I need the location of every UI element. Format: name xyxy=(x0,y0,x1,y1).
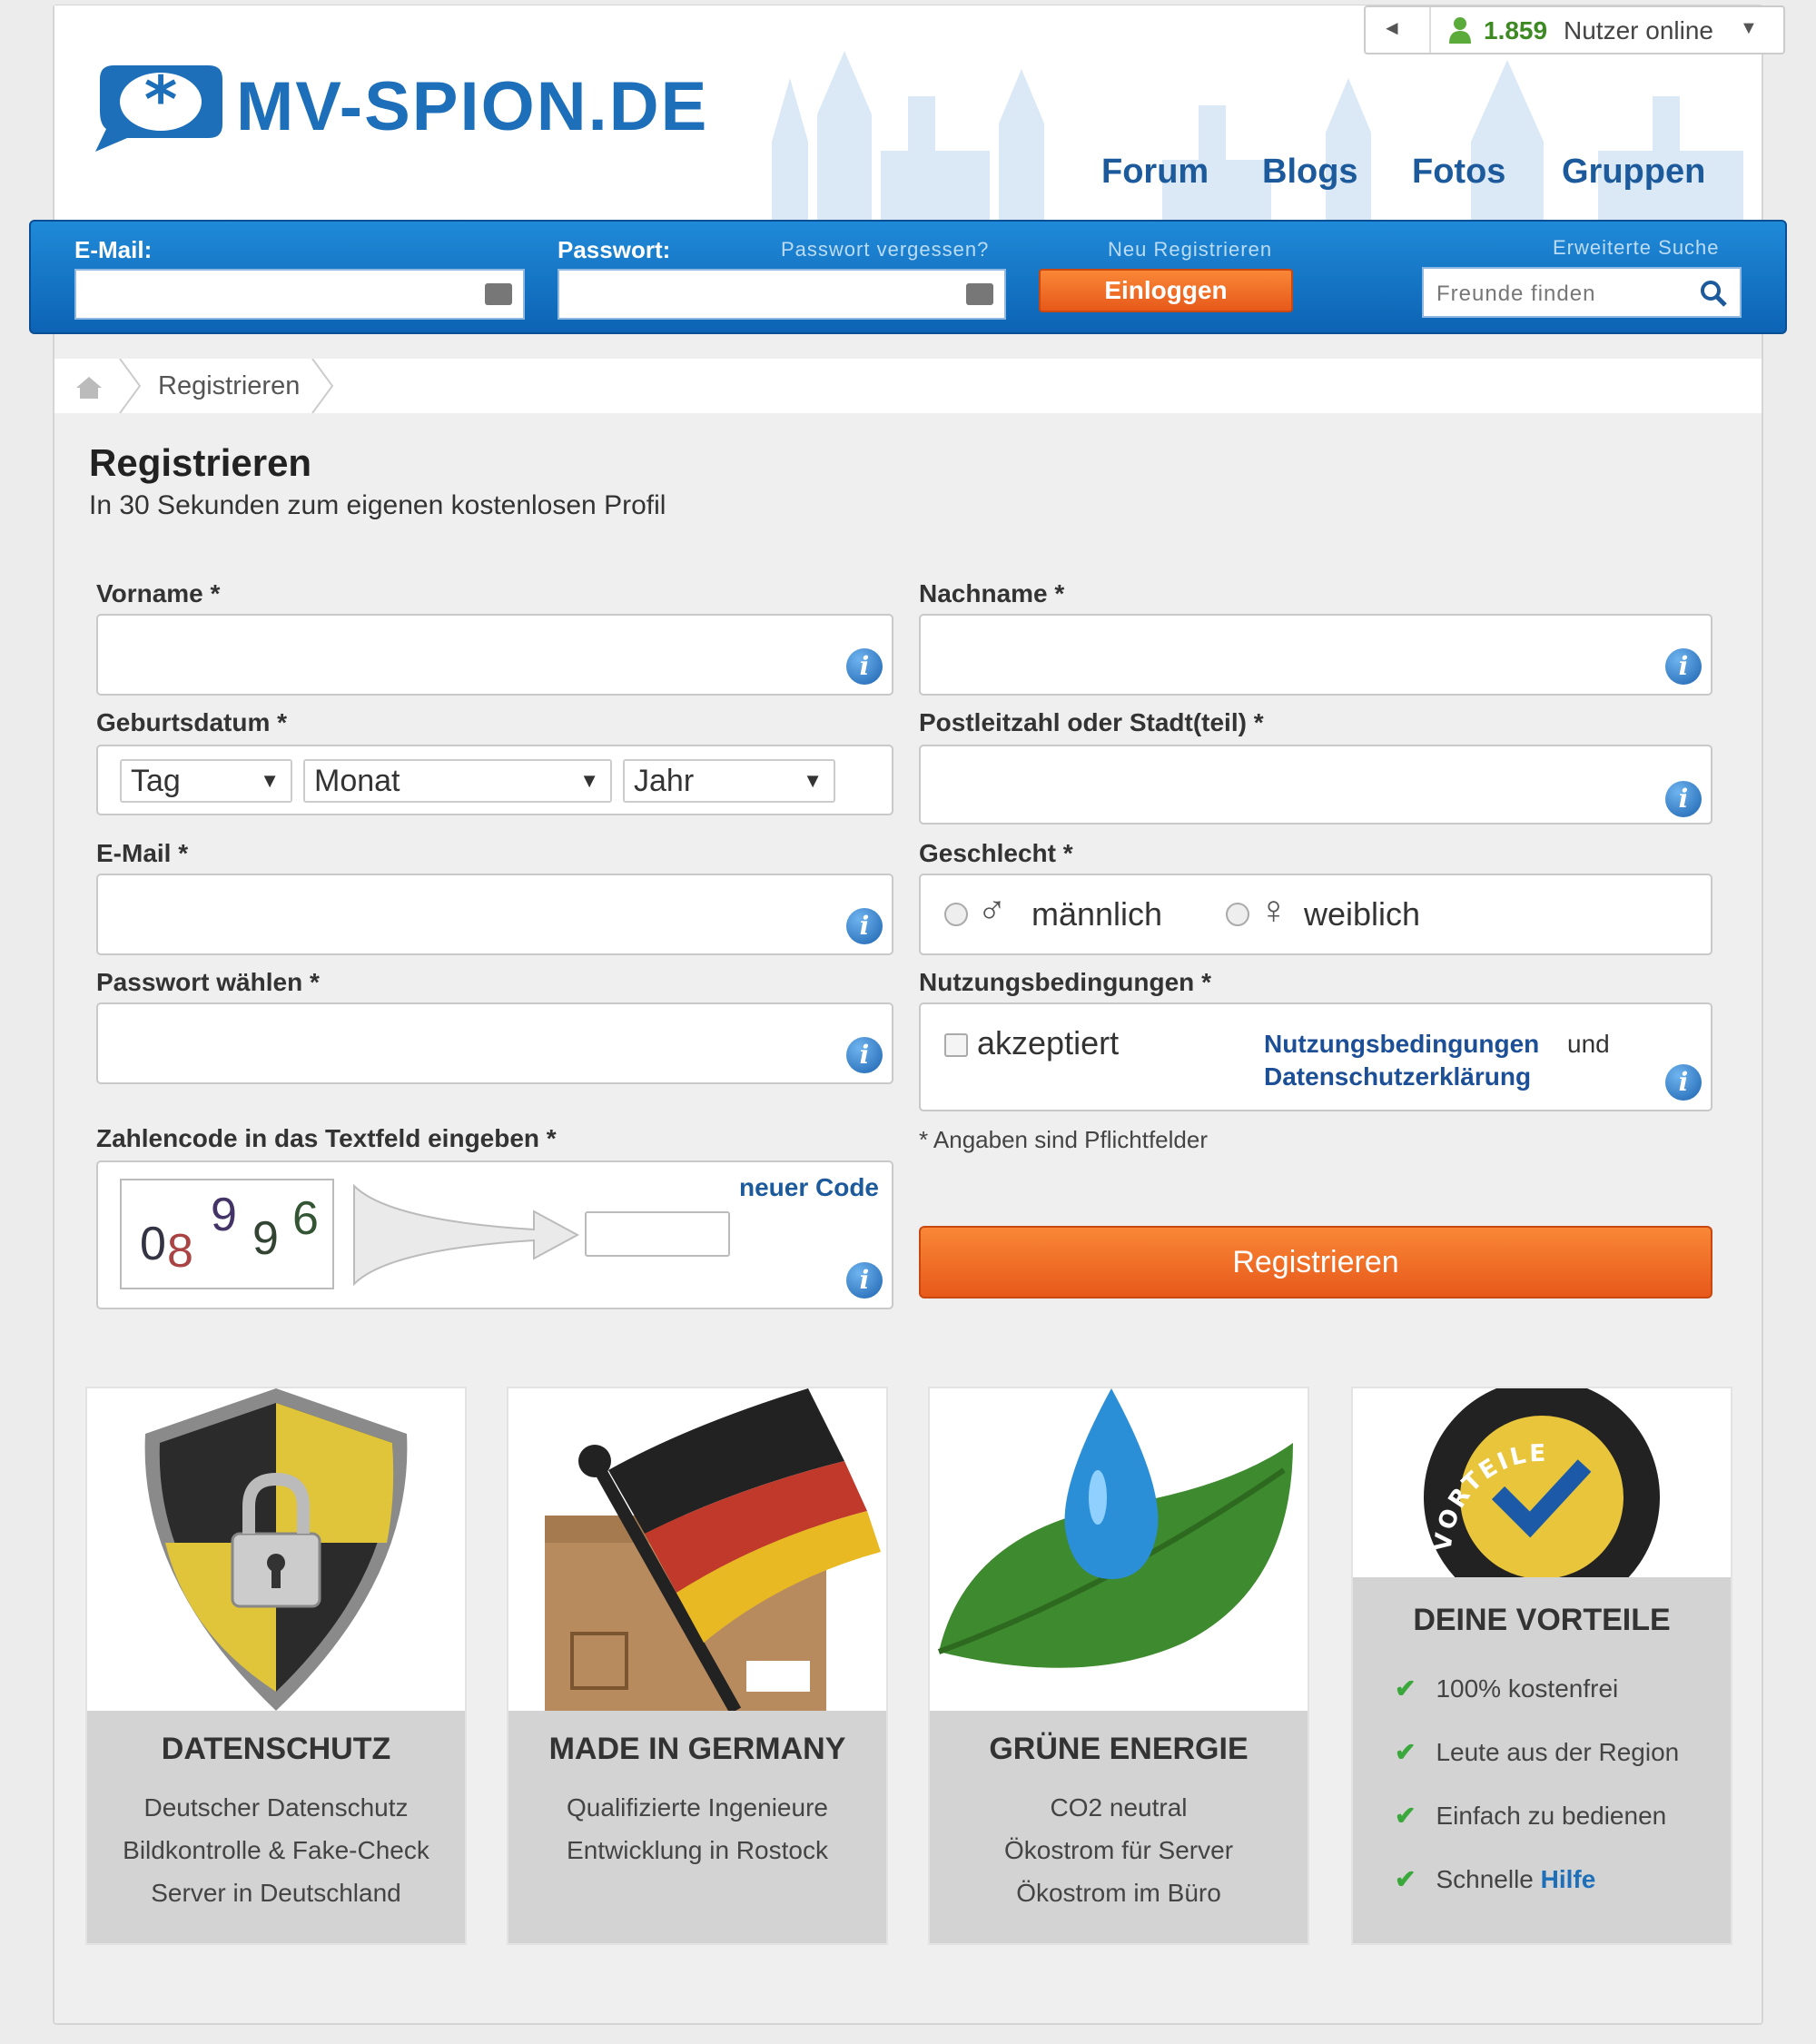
card-line: Ökostrom im Büro xyxy=(1016,1879,1221,1907)
card-line: Ökostrom für Server xyxy=(1003,1836,1234,1864)
forgot-password-link[interactable]: Passwort vergessen? xyxy=(781,238,990,261)
keyboard-icon[interactable] xyxy=(485,283,512,305)
plz-label: Postleitzahl oder Stadt(teil) * xyxy=(919,708,1264,736)
year-select[interactable]: Jahr ▼ xyxy=(623,759,835,803)
password-form-label: Passwort wählen * xyxy=(96,968,320,996)
login-button[interactable]: Einloggen xyxy=(1039,269,1293,312)
arrow-icon xyxy=(352,1184,581,1286)
terms-label: Nutzungsbedingungen * xyxy=(919,968,1211,996)
badge-check-icon xyxy=(1353,1388,1731,1577)
and-text: und xyxy=(1567,1030,1610,1058)
check-icon: ✔ xyxy=(1395,1738,1416,1766)
captcha-image: 0 8 9 9 6 xyxy=(120,1179,334,1289)
captcha-group xyxy=(96,1160,893,1309)
info-icon[interactable]: i xyxy=(846,1037,883,1073)
users-online-widget[interactable] xyxy=(1364,5,1785,54)
card-gruene-energie xyxy=(928,1387,1309,1945)
geschlecht-label: Geschlecht * xyxy=(919,839,1073,867)
terms-link[interactable]: Nutzungsbedingungen xyxy=(1264,1030,1540,1058)
login-password-input[interactable] xyxy=(558,269,1006,320)
friend-search-input[interactable] xyxy=(1422,267,1742,318)
online-count: 1.859 xyxy=(1484,16,1548,44)
page-subtitle: In 30 Sekunden zum eigenen kostenlosen Profil xyxy=(89,490,666,520)
captcha-input[interactable] xyxy=(585,1211,730,1257)
terms-checkbox[interactable] xyxy=(944,1033,968,1057)
card-title: GRÜNE ENERGIE xyxy=(989,1732,1248,1766)
info-icon[interactable]: i xyxy=(846,908,883,944)
card-image xyxy=(508,1388,886,1711)
login-email-input[interactable] xyxy=(74,269,525,320)
help-link[interactable]: Hilfe xyxy=(1540,1865,1596,1893)
advantage-item: ✔ Schnelle Hilfe xyxy=(1395,1865,1596,1893)
nav-blogs[interactable]: Blogs xyxy=(1262,153,1358,191)
card-title: MADE IN GERMANY xyxy=(548,1732,846,1766)
breadcrumb-current[interactable]: Registrieren xyxy=(158,371,301,400)
card-line: Bildkontrolle & Fake-Check xyxy=(123,1836,429,1864)
vorname-label: Vorname * xyxy=(96,579,221,607)
card-made-in-germany xyxy=(507,1387,888,1945)
info-icon[interactable]: i xyxy=(1665,648,1702,685)
female-label[interactable]: weiblich xyxy=(1304,895,1421,933)
card-image xyxy=(87,1388,465,1711)
search-icon[interactable] xyxy=(1700,280,1727,307)
check-icon: ✔ xyxy=(1395,1865,1416,1893)
card-datenschutz xyxy=(85,1387,467,1945)
birthdate-group xyxy=(96,745,893,815)
dropdown-arrow-icon: ▼ xyxy=(579,769,599,792)
advanced-search-link[interactable]: Erweiterte Suche xyxy=(1553,236,1720,259)
accepted-label[interactable]: akzeptiert xyxy=(977,1024,1120,1061)
terms-group xyxy=(919,1002,1712,1111)
geburtsdatum-label: Geburtsdatum * xyxy=(96,708,288,736)
email-input[interactable] xyxy=(96,874,893,955)
advantage-item: ✔ Leute aus der Region xyxy=(1395,1738,1680,1766)
online-label: Nutzer online xyxy=(1564,16,1713,44)
info-icon[interactable]: i xyxy=(1665,781,1702,817)
nachname-input[interactable] xyxy=(919,614,1712,696)
card-deine-vorteile xyxy=(1351,1387,1732,1945)
card-line: Deutscher Datenschutz xyxy=(143,1793,409,1822)
shield-lock-icon xyxy=(87,1388,465,1711)
germany-flag-box-icon xyxy=(508,1388,886,1711)
login-bar xyxy=(29,220,1787,334)
female-radio[interactable] xyxy=(1226,903,1249,926)
leaf-water-drop-icon xyxy=(930,1388,1308,1711)
privacy-link[interactable]: Datenschutzerklärung xyxy=(1264,1062,1532,1091)
day-select[interactable]: Tag ▼ xyxy=(120,759,292,803)
nav-forum[interactable]: Forum xyxy=(1101,153,1209,191)
card-line: CO2 neutral xyxy=(1050,1793,1188,1822)
collapse-left-icon[interactable]: ◄ xyxy=(1382,16,1402,39)
info-icon[interactable]: i xyxy=(1665,1064,1702,1101)
logo-icon xyxy=(86,56,232,156)
vorname-input[interactable] xyxy=(96,614,893,696)
advantage-item: ✔ Einfach zu bedienen xyxy=(1395,1802,1667,1830)
gender-group xyxy=(919,874,1712,955)
card-title: DATENSCHUTZ xyxy=(161,1732,391,1766)
captcha-label: Zahlencode in das Textfeld eingeben * xyxy=(96,1124,557,1152)
male-radio[interactable] xyxy=(944,903,968,926)
svg-text:*: * xyxy=(143,63,178,137)
password-label: Passwort: xyxy=(558,236,671,263)
password-input[interactable] xyxy=(96,1002,893,1084)
dropdown-arrow-icon: ▼ xyxy=(803,769,823,792)
chevron-down-icon[interactable]: ▼ xyxy=(1740,18,1758,38)
keyboard-icon[interactable] xyxy=(966,283,993,305)
male-label[interactable]: männlich xyxy=(1031,895,1163,933)
logo-text[interactable]: MV-SPION.DE xyxy=(236,68,709,145)
register-link[interactable]: Neu Registrieren xyxy=(1108,238,1273,261)
search-placeholder: Freunde finden xyxy=(1436,281,1596,306)
advantage-item: ✔ 100% kostenfrei xyxy=(1395,1674,1619,1703)
month-select[interactable]: Monat ▼ xyxy=(303,759,612,803)
city-skyline-image xyxy=(690,42,1816,223)
dropdown-arrow-icon: ▼ xyxy=(260,769,280,792)
check-icon: ✔ xyxy=(1395,1674,1416,1703)
required-note: * Angaben sind Pflichtfelder xyxy=(919,1126,1208,1153)
card-image xyxy=(930,1388,1308,1711)
page-title: Registrieren xyxy=(89,441,312,484)
new-code-link[interactable]: neuer Code xyxy=(738,1173,879,1201)
register-button[interactable]: Registrieren xyxy=(919,1226,1712,1298)
card-title: DEINE VORTEILE xyxy=(1413,1603,1671,1637)
svg-text:VORTEILE: VORTEILE xyxy=(1429,1439,1549,1553)
card-line: Qualifizierte Ingenieure xyxy=(567,1793,828,1822)
nav-fotos[interactable]: Fotos xyxy=(1412,153,1506,191)
check-icon: ✔ xyxy=(1395,1802,1416,1830)
breadcrumb xyxy=(54,359,1762,415)
email-label: E-Mail: xyxy=(74,236,153,263)
card-line: Entwicklung in Rostock xyxy=(567,1836,828,1864)
female-symbol-icon: ♀ xyxy=(1258,888,1288,933)
user-icon xyxy=(1447,16,1473,44)
nav-gruppen[interactable]: Gruppen xyxy=(1562,153,1706,191)
nachname-label: Nachname * xyxy=(919,579,1065,607)
card-image xyxy=(1353,1388,1731,1577)
home-icon[interactable] xyxy=(74,375,104,400)
email-form-label: E-Mail * xyxy=(96,839,189,867)
breadcrumb-separator-icon xyxy=(116,359,143,413)
male-symbol-icon: ♂ xyxy=(977,888,1007,933)
info-icon[interactable]: i xyxy=(846,1262,883,1298)
card-line: Server in Deutschland xyxy=(151,1879,401,1907)
info-icon[interactable]: i xyxy=(846,648,883,685)
breadcrumb-separator-icon xyxy=(309,359,336,413)
plz-input[interactable] xyxy=(919,745,1712,825)
